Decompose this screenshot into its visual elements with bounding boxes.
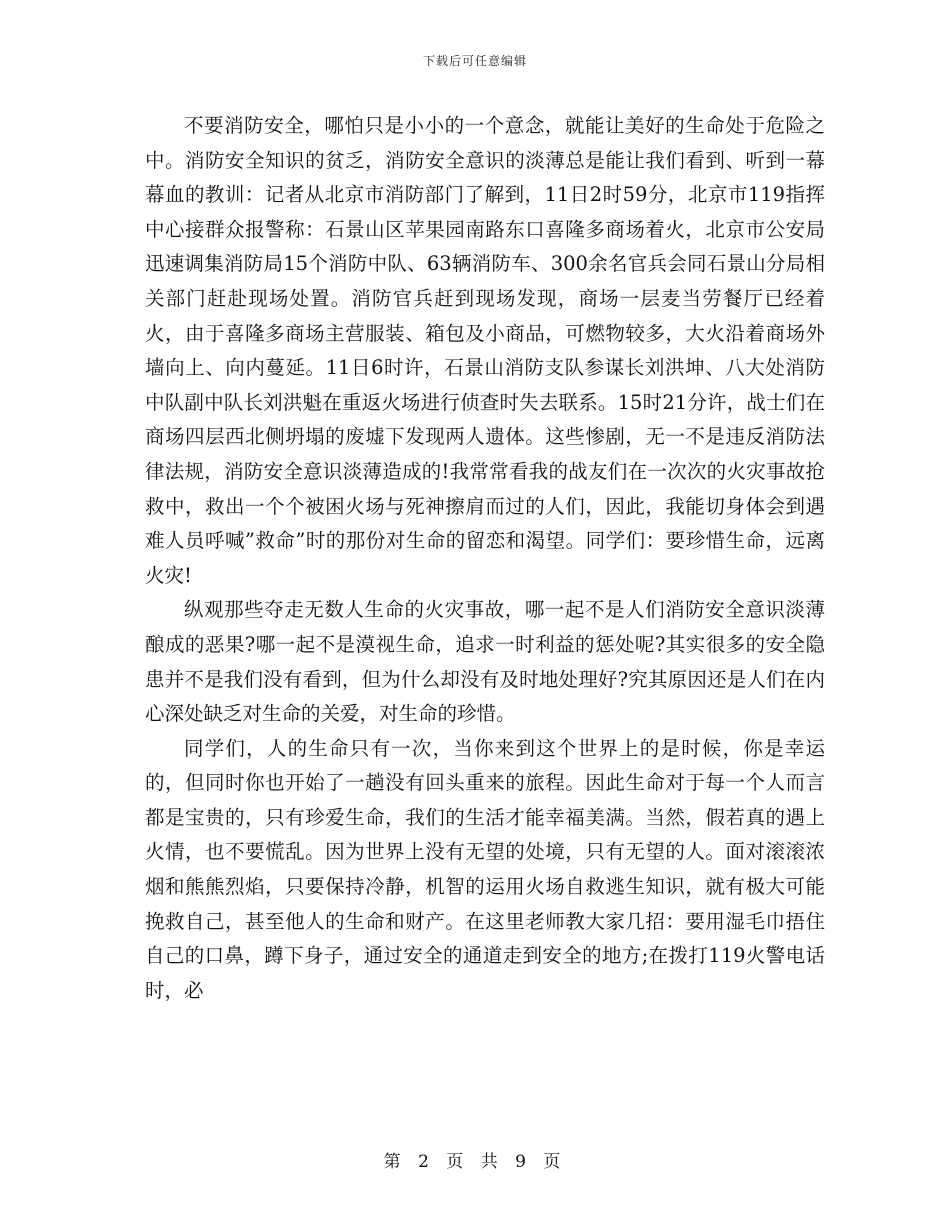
header-note: 下载后可任意编辑 — [422, 54, 527, 68]
document-body — [145, 109, 825, 1008]
paragraph-1: 不要消防安全，哪怕只是小小的一个意念，就能让美好的生命处于危险之中。消防安全知识的贫乏，消防安全意识的淡薄总是能让我们看到、听到一幕幕血的教训：记者从北京市消防部门了解到，11日2时59分，北京市119指挥中心接群众报警称：石景山区苹果园南路东口喜隆多商场着火，北京市公安局迅速调集消防局15个消防中队、63辆消防车、300余名官兵会同石景山分局相关部门赶赴现场处置。消防官兵赶到现场发现，商场一层麦当劳餐厅已经着火，由于喜隆多商场主营服装、箱包及小商品，可燃物较多，大火沿着商场外墙向上、向内蔓延。11日6时许，石景山消防支队参谋长刘洪坤、八大处消防中队副中队长刘洪魁在重返火场进行侦查时失去联系。15时21分许，战士们在商场四层西北侧坍塌的废墟下发现两人遗体。这些惨剧，无一不是违反消防法律法规，消防安全意识淡薄造成的!我常常看我的战友们在一次次的火灾事故抢救中，救出一个个被困火场与死神擦肩而过的人们，因此，我能切身体会到遇难人员呼喊”救命”时的那份对生命的留恋和渴望。同学们：要珍惜生命，远离火灾! — [145, 114, 825, 587]
paragraph-3: 同学们，人的生命只有一次，当你来到这个世界上的是时候，你是幸运的，但同时你也开始了一趟没有回头重来的旅程。因此生命对于每一个人而言都是宝贵的，只有珍爱生命，我们的生活才能幸福美满。当然，假若真的遇上火情，也不要慌乱。因为世界上没有无望的处境，只有无望的人。面对滚滚浓烟和熊熊烈焰，只要保持冷静，机智的运用火场自救逃生知识，就有极大可能挽救自己，甚至他人的生命和财产。在这里老师教大家几招：要用湿毛巾捂住自己的口鼻，蹲下身子，通过安全的通道走到安全的地方;在拨打119火警电话时，必 — [145, 736, 825, 1002]
paragraph-2: 纵观那些夺走无数人生命的火灾事故，哪一起不是人们消防安全意识淡薄酿成的恶果?哪一起不是漠视生命，追求一时利益的惩处呢?其实很多的安全隐患并不是我们没有看到，但为什么却没有及时地处理好?究其原因还是人们在内心深处缺乏对生命的关爱，对生命的珍惜。 — [145, 598, 825, 726]
page-footer: 第 2 页 共 9 页 — [383, 1152, 567, 1172]
